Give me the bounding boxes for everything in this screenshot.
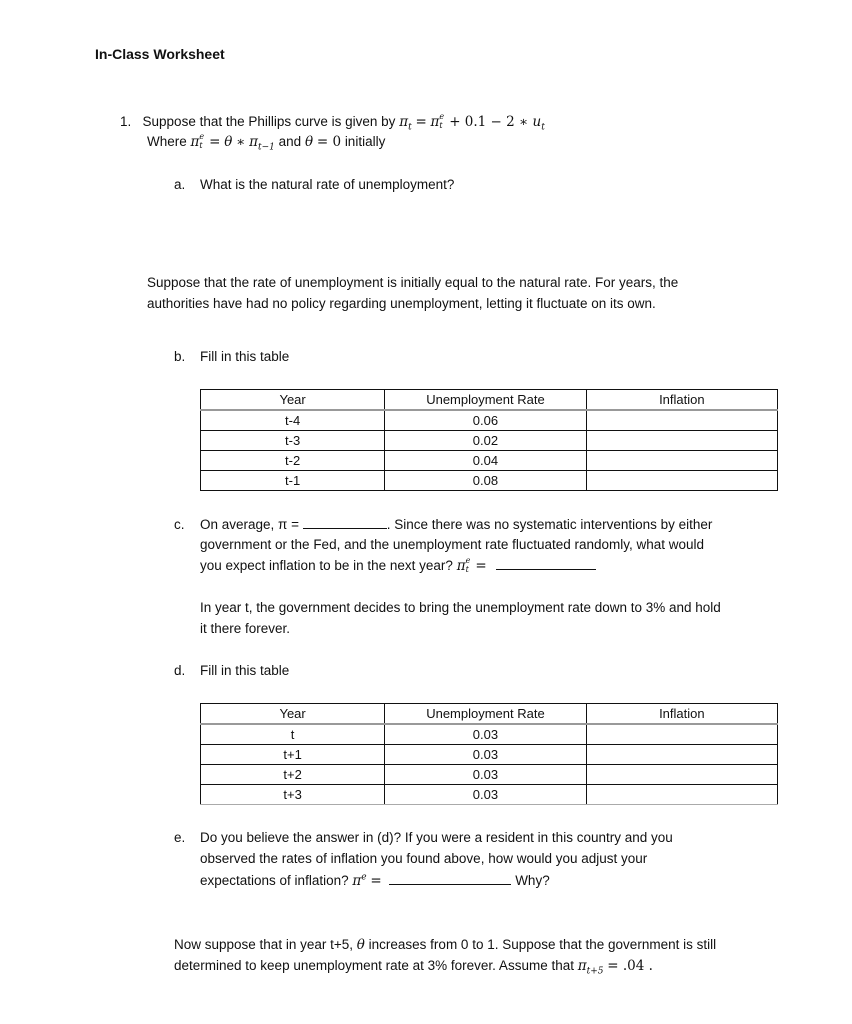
- unemployment-cell: 0.03: [385, 724, 586, 745]
- part-a-question: What is the natural rate of unemployment?: [200, 177, 455, 192]
- table-b: [200, 389, 778, 491]
- year-cell: t-2: [201, 451, 385, 471]
- question-intro: Suppose that the Phillips curve is given by: [142, 114, 396, 129]
- and-text: and: [278, 134, 302, 149]
- part-c-suffix: . Since there was no systematic interventions by either: [386, 517, 713, 532]
- initially-text: initially: [344, 134, 386, 149]
- part-e-line-3-text: expectations of inflation?: [200, 873, 349, 888]
- inflation-cell[interactable]: [586, 745, 777, 765]
- table-d: [200, 703, 778, 805]
- paragraph-1-line-2: authorities have had no policy regarding unemployment, letting it fluctuate on its own.: [147, 296, 656, 311]
- inflation-cell[interactable]: [586, 410, 777, 431]
- part-c-line-1: [174, 516, 712, 532]
- phillips-curve-equation: $\pi_t = \pi$ e t + 0.1 − 2 ∗ $u_t$: [399, 112, 545, 133]
- theta-equation: θ = 0: [304, 134, 342, 150]
- unemployment-cell: 0.03: [385, 785, 586, 805]
- expected-inflation-blank[interactable]: [496, 557, 596, 570]
- where-text: Where: [147, 134, 187, 149]
- part-a-label: a.: [174, 177, 186, 192]
- inflation-cell[interactable]: [586, 765, 777, 785]
- why-text: Why?: [515, 873, 550, 888]
- table-row: [201, 785, 778, 805]
- table-row: [201, 471, 778, 491]
- average-inflation-blank[interactable]: [303, 516, 387, 529]
- table-row: [201, 451, 778, 471]
- header-inflation: Inflation: [586, 390, 777, 411]
- pi-t5-value: = .04 .: [607, 958, 653, 974]
- unemployment-cell: 0.02: [385, 431, 586, 451]
- expectations-equation: π e t = θ ∗ $\pi_{t-1}$: [190, 132, 275, 153]
- table-row: [201, 765, 778, 785]
- year-cell: t+2: [201, 765, 385, 785]
- part-e-label: e.: [174, 830, 186, 845]
- year-cell: t-3: [201, 431, 385, 451]
- unemployment-cell: 0.06: [385, 410, 586, 431]
- year-cell: t+1: [201, 745, 385, 765]
- part-d-label: d.: [174, 663, 186, 678]
- unemployment-cell: 0.03: [385, 765, 586, 785]
- unemployment-cell: 0.08: [385, 471, 586, 491]
- header-unemployment-rate: Unemployment Rate: [385, 704, 586, 725]
- part-c-prefix: On average, π =: [200, 517, 299, 532]
- paragraph-3-line-1: Now suppose that in year t+5, θ increases from 0 to 1. Suppose that the government is still: [174, 937, 717, 953]
- table-row: [201, 431, 778, 451]
- header-year: Year: [201, 390, 385, 411]
- paragraph-1-line-1: Suppose that the rate of unemployment is initially equal to the natural rate. For years, the: [147, 275, 679, 290]
- question-1-line-2: [147, 132, 386, 153]
- inflation-cell[interactable]: [586, 431, 777, 451]
- part-e-line-1-text: Do you believe the answer in (d)? If you were a resident in this country and you: [200, 830, 673, 845]
- header-inflation: Inflation: [586, 704, 777, 725]
- expected-inflation-answer-blank[interactable]: [389, 872, 511, 885]
- part-e-line-2: observed the rates of inflation you found above, how would you adjust your: [200, 851, 648, 866]
- year-cell: t-1: [201, 471, 385, 491]
- question-1-line-1: [120, 112, 545, 133]
- year-cell: t+3: [201, 785, 385, 805]
- part-b-instruction: Fill in this table: [200, 349, 290, 364]
- part-c-line-2: government or the Fed, and the unemployment rate fluctuated randomly, what would: [200, 537, 705, 552]
- question-number: 1.: [120, 114, 132, 129]
- part-e-line-1: [174, 830, 673, 845]
- paragraph-3-text-c: determined to keep unemployment rate at 3% forever. Assume that: [174, 958, 574, 973]
- table-row: [201, 745, 778, 765]
- year-cell: t: [201, 724, 385, 745]
- paragraph-3-text-b: increases from 0 to 1. Suppose that the government is still: [368, 937, 717, 952]
- part-c-label: c.: [174, 517, 185, 532]
- table-header-row: [201, 704, 778, 725]
- paragraph-3-line-2: determined to keep unemployment rate at 3% forever. Assume that $\pi_{t+5} = .04$ .: [174, 958, 653, 977]
- equals-sign: =: [475, 558, 487, 574]
- paragraph-2-line-1: In year t, the government decides to bring the unemployment rate down to 3% and hold: [200, 600, 721, 615]
- inflation-cell[interactable]: [586, 785, 777, 805]
- table-header-row: [201, 390, 778, 411]
- part-d: [174, 663, 289, 678]
- inflation-cell[interactable]: [586, 471, 777, 491]
- worksheet-title: In-Class Worksheet: [95, 46, 225, 62]
- equals-sign: =: [370, 873, 382, 889]
- part-e-line-3: expectations of inflation? $\pi^e$ = Why?: [200, 872, 550, 889]
- part-b-label: b.: [174, 349, 186, 364]
- header-year: Year: [201, 704, 385, 725]
- part-b: [174, 349, 289, 364]
- paragraph-2-line-2: it there forever.: [200, 621, 291, 636]
- year-cell: t-4: [201, 410, 385, 431]
- inflation-cell[interactable]: [586, 451, 777, 471]
- unemployment-cell: 0.04: [385, 451, 586, 471]
- part-c-line-3: you expect inflation to be in the next year? π e t =: [200, 557, 596, 574]
- header-unemployment-rate: Unemployment Rate: [385, 390, 586, 411]
- part-c-line-3-text: you expect inflation to be in the next year?: [200, 558, 453, 573]
- unemployment-cell: 0.03: [385, 745, 586, 765]
- paragraph-3-text-a: Now suppose that in year t+5,: [174, 937, 353, 952]
- part-d-instruction: Fill in this table: [200, 663, 290, 678]
- inflation-cell[interactable]: [586, 724, 777, 745]
- table-row: [201, 410, 778, 431]
- table-row: [201, 724, 778, 745]
- part-a: [174, 177, 454, 192]
